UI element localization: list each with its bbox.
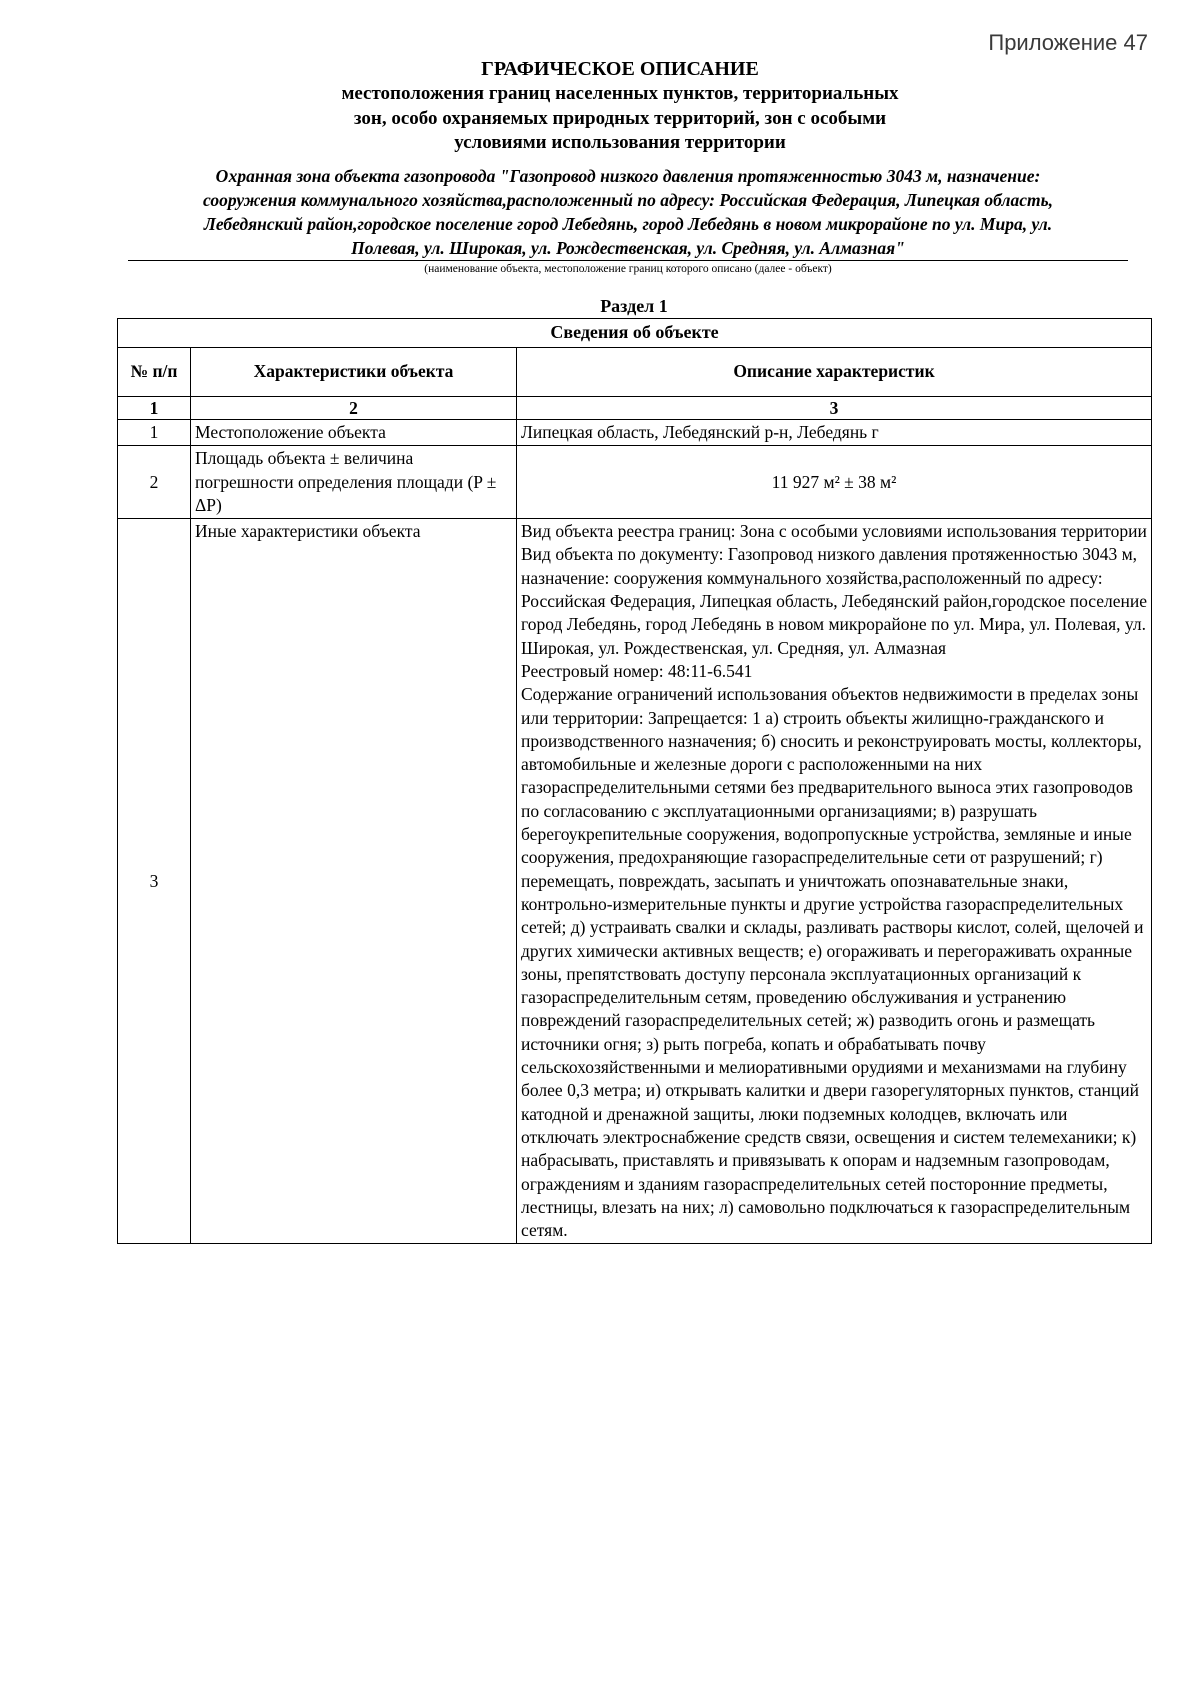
section-title: Раздел 1 — [600, 296, 668, 316]
column-header-characteristic: Характеристики объекта — [191, 348, 517, 397]
row-characteristic: Местоположение объекта — [191, 420, 517, 446]
column-header-description: Описание характеристик — [517, 348, 1152, 397]
document-subtitle-line: местоположения границ населенных пунктов, территориальных — [341, 83, 899, 104]
document-title: ГРАФИЧЕСКОЕ ОПИСАНИЕ — [481, 58, 759, 80]
column-number-row — [118, 397, 1152, 420]
description-paragraph: Вид объекта по документу: Газопровод низкого давления протяженностью 3043 м, назначение: сооружения коммунального хозяйства,расположенный по адресу: Российская Федерация, Липецкая область, Лебедянский район,городское поселение город Лебедянь, город Лебедянь в новом микрорайоне по ул. Мира, ул. Полевая, ул. Широкая, ул. Рождественская, ул. Средняя, ул. Алмазная — [521, 544, 1148, 658]
column-header-number: № п/п — [118, 348, 191, 397]
table-row — [118, 519, 1152, 1244]
description-paragraph: Вид объекта реестра границ: Зона с особыми условиями использования территории — [521, 521, 1147, 542]
row-number: 1 — [118, 420, 191, 446]
table-header-row — [118, 348, 1152, 397]
column-number: 1 — [118, 397, 191, 420]
row-description — [517, 519, 1152, 1244]
table-title-row — [118, 319, 1152, 348]
object-caption: (наименование объекта, местоположение границ которого описано (далее - объект) — [424, 263, 832, 275]
document-subtitle-line: условиями использования территории — [454, 132, 786, 153]
table-title: Сведения об объекте — [118, 319, 1152, 348]
document-subtitle-line: зон, особо охраняемых природных территорий, зон с особыми — [353, 107, 887, 129]
table-row — [118, 446, 1152, 519]
table-row — [118, 420, 1152, 446]
document-header — [120, 57, 1120, 156]
row-description: Липецкая область, Лебедянский р-н, Лебедянь г — [517, 420, 1152, 446]
column-number: 2 — [191, 397, 517, 420]
row-number: 2 — [118, 446, 191, 519]
object-name — [128, 164, 1128, 260]
object-info-table — [117, 318, 1152, 1244]
object-name-line: Лебедянский район,городское поселение город Лебедянь, город Лебедянь в новом микрорайоне по ул. Мира, ул. — [203, 214, 1053, 234]
object-name-line: Полевая, ул. Широкая, ул. Рождественская, ул. Средняя, ул. Алмазная" — [351, 238, 905, 258]
underline-divider — [128, 260, 1128, 261]
row-number: 3 — [118, 519, 191, 1244]
description-paragraph: Реестровый номер: 48:11-6.541 — [521, 660, 753, 681]
row-characteristic: Иные характеристики объекта — [191, 519, 517, 1244]
object-name-line: сооружения коммунального хозяйства,расположенный по адресу: Российская Федерация, Липецкая область, — [203, 190, 1053, 210]
row-characteristic: Площадь объекта ± величина погрешности определения площади (P ± ΔP) — [191, 446, 517, 519]
description-paragraph: Содержание ограничений использования объектов недвижимости в пределах зоны или территории: Запрещается: 1 а) строить объекты жилищно-гражданского и производственного назначения; б) сносить и реконструировать мосты, коллекторы, автомобильные и железные дороги с расположенными на них газораспределительными сетями без предварительного выноса этих газопроводов по согласованию с эксплуатационными организациями; в) разрушать берегоукрепительные сооружения, водопропускные устройства, земляные и иные сооружения, предохраняющие газораспределительные сети от разрушений; г) перемещать, повреждать, засыпать и уничтожать опознавательные знаки, контрольно-измерительные пункты и другие устройства газораспределительных сетей; д) устраивать свалки и склады, разливать растворы кислот, солей, щелочей и других химически активных веществ; е) огораживать и перегораживать охранные зоны, препятствовать доступу персонала эксплуатационных организаций к газораспределительным сетям, проведению обслуживания и устранению повреждений газораспределительных сетей; ж) разводить огонь и размещать источники огня; з) рыть погреба, копать и обрабатывать почву сельскохозяйственными и мелиоративными орудиями и механизмами на глубину более 0,3 метра; и) открывать калитки и двери газорегуляторных пунктов, станций катодной и дренажной защиты, люки подземных колодцев, включать или отключать электроснабжение средств связи, освещения и систем телемеханики; к) набрасывать, приставлять и привязывать к опорам и надземным газопроводам, ограждениям и зданиям газораспределительных сетей посторонние предметы, лестницы, влезать на них; л) самовольно подключаться к газораспределительным сетям. — [521, 684, 1144, 1241]
column-number: 3 — [517, 397, 1152, 420]
appendix-label: Приложение 47 — [988, 30, 1148, 55]
object-name-line: Охранная зона объекта газопровода "Газопровод низкого давления протяженностью 3043 м, назначение: — [215, 166, 1041, 186]
row-description: 11 927 м² ± 38 м² — [517, 446, 1152, 519]
